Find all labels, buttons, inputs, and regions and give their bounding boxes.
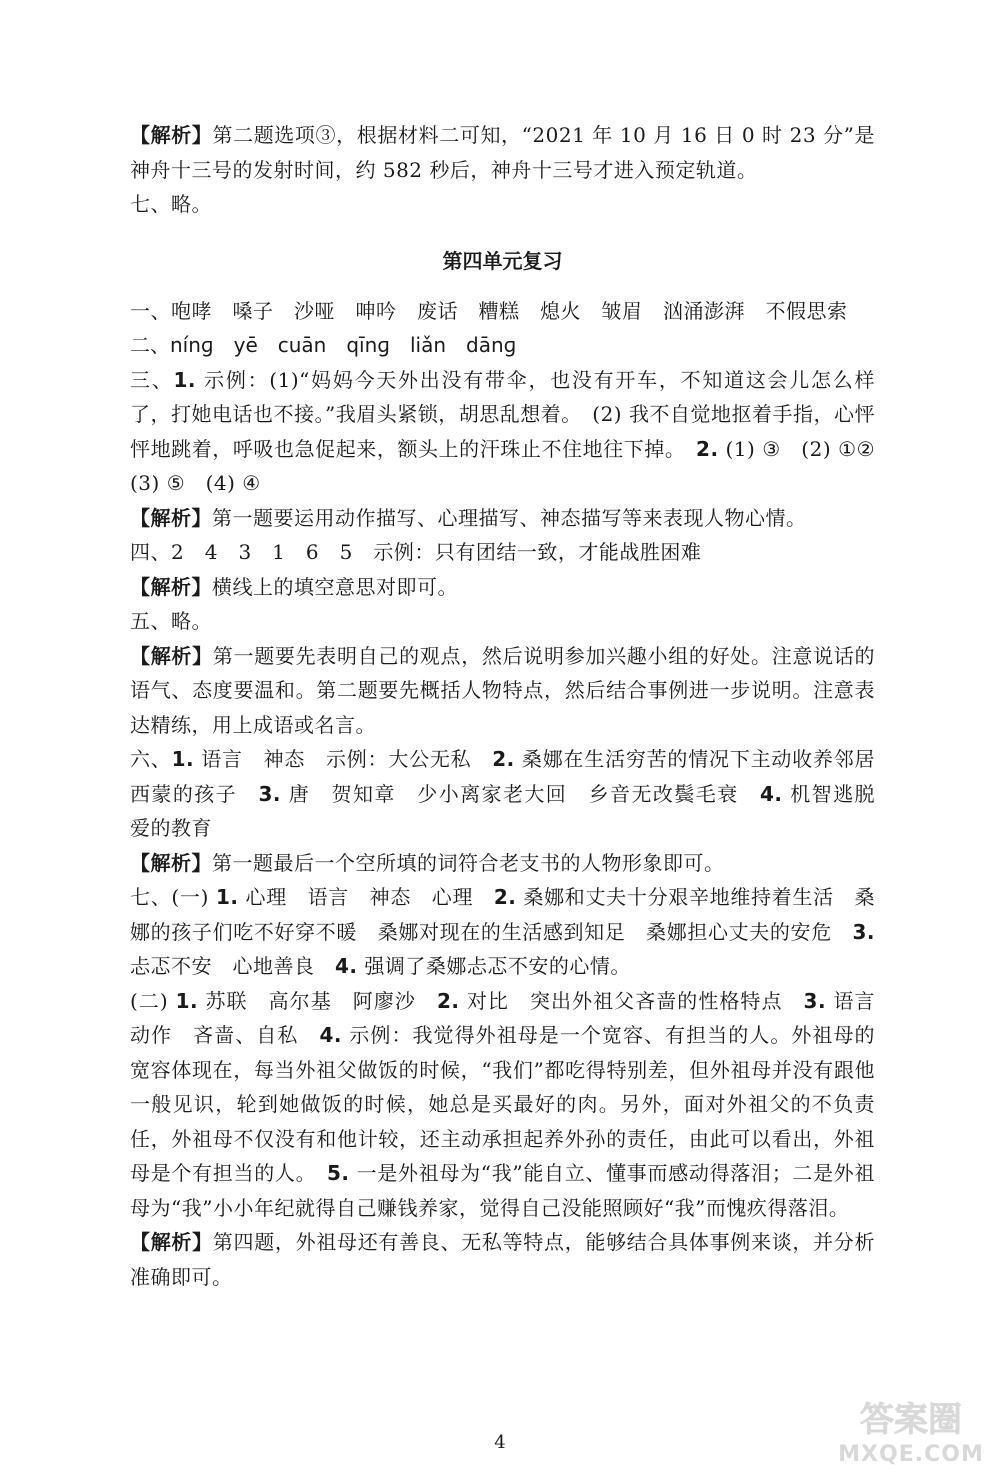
answer-paragraph (130, 742, 896, 846)
page-number: 4 (494, 1432, 506, 1453)
answer-page-content (130, 118, 896, 1294)
analysis-paragraph (130, 501, 875, 536)
analysis-label: 【解析】 (130, 850, 212, 875)
analysis-text: 第一题要运用动作描写、心理描写、神态描写等来表现人物心情。 (212, 505, 807, 530)
analysis-label: 【解析】 (130, 123, 213, 147)
analysis-text: 横线上的填空意思对即可。 (212, 574, 458, 599)
answer-text: 二、nínɡ yē cuān qīnɡ liǎn dānɡ (130, 333, 517, 357)
answer-text: 七、(一) 1. 心理 语言 神态 心理 2. 桑娜和丈夫十分艰辛地维持着生活 桑娜的孩子们吃不好穿不暖 桑娜对现在的生活感到知足 桑娜担心丈夫的安危 3. 忐忑不安 心地善良 4. 强调了桑娜忐忑不安的心情。 (130, 885, 876, 978)
answer-text: 五、略。 (130, 609, 212, 633)
answer-text: 三、1. 示例：(1)“妈妈今天外出没有带伞，也没有开车，不知道这会儿怎么样了，打她电话也不接。”我眉头紧锁，胡思乱想着。 (2) 我不自觉地抠着手指，心怦怦地跳着，呼吸也急促起来，额头上的汗珠止不住地往下掉。 2. (1) ③ (2) ①② (3) ⑤ (4) ④ (130, 367, 896, 495)
answer-paragraph (130, 604, 875, 639)
section-heading: 第四单元复习 (442, 248, 563, 273)
analysis-paragraph (130, 118, 875, 187)
analysis-text: 第二题选项③，根据材料二可知，“2021 年 10 月 16 日 0 时 23 分”是神舟十三号的发射时间，约 582 秒后，神舟十三号才进入预定轨道。 (130, 123, 876, 182)
watermark-logo (832, 1391, 990, 1469)
svg-text:答案圈: 答案圈 (860, 1400, 962, 1440)
analysis-label: 【解析】 (130, 505, 212, 530)
analysis-text: 第一题最后一个空所填的词符合老支书的人物形象即可。 (212, 850, 725, 875)
answer-paragraph (130, 880, 875, 984)
analysis-paragraph (130, 570, 875, 605)
answer-paragraph (130, 294, 875, 329)
answer-text: 七、略。 (130, 192, 212, 216)
analysis-text: 第四题，外祖母还有善良、无私等特点，能够结合具体事例来谈，并分析准确即可。 (130, 1230, 876, 1289)
answer-text: (二) 1. 苏联 高尔基 阿廖沙 2. 对比 突出外祖父吝啬的性格特点 3. 语言 动作 吝啬、自私 4. 示例：我觉得外祖母是一个宽容、有担当的人。外祖母的宽容体现在，每当外祖父做饭的时候，“我们”都吃得特别差，但外祖母并没有跟他一般见识，轮到她做饭的时候，她总是买最好的肉。另外，面对外祖父的不负责任，外祖母不仅没有和他计较，还主动承担起养外孙的责任，由此可以看出，外祖母是个有担当的人。 5. 一是外祖母为“我”能自立、懂事而感动得落泪；二是外祖母为“我”小小年纪就得自己赚钱养家，觉得自己没能照顾好“我”而愧疚得落泪。 (130, 988, 896, 1220)
analysis-label: 【解析】 (130, 643, 213, 668)
analysis-label: 【解析】 (130, 1230, 213, 1254)
analysis-text: 第一题要先表明自己的观点，然后说明参加兴趣小组的好处。注意说话的语气、态度要温和。第二题要先概括人物特点，然后结合事例进一步说明。注意表达精练，用上成语或名言。 (130, 643, 876, 737)
answer-paragraph (130, 328, 875, 363)
analysis-paragraph (130, 846, 875, 881)
analysis-paragraph (130, 1225, 875, 1294)
answer-text: 一、咆哮 嗓子 沙哑 呻吟 废话 糟糕 熄火 皱眉 汹涌澎湃 不假思索 (130, 298, 848, 323)
answer-text: 四、2 4 3 1 6 5 示例：只有团结一致，才能战胜困难 (130, 540, 702, 564)
answer-paragraph (130, 535, 875, 570)
analysis-paragraph (130, 639, 875, 743)
answer-paragraph (130, 363, 896, 501)
answer-text: 六、1. 语言 神态 示例：大公无私 2. 桑娜在生活穷苦的情况下主动收养邻居西蒙的孩子 3. 唐 贺知章 少小离家老大回 乡音无改鬓毛衰 4. 机智逃脱 爱的教育 (130, 747, 896, 840)
analysis-label: 【解析】 (130, 574, 212, 599)
answer-paragraph (130, 187, 875, 222)
svg-text:MXQE.COM: MXQE.COM (838, 1442, 984, 1467)
answer-paragraph (130, 984, 896, 1226)
